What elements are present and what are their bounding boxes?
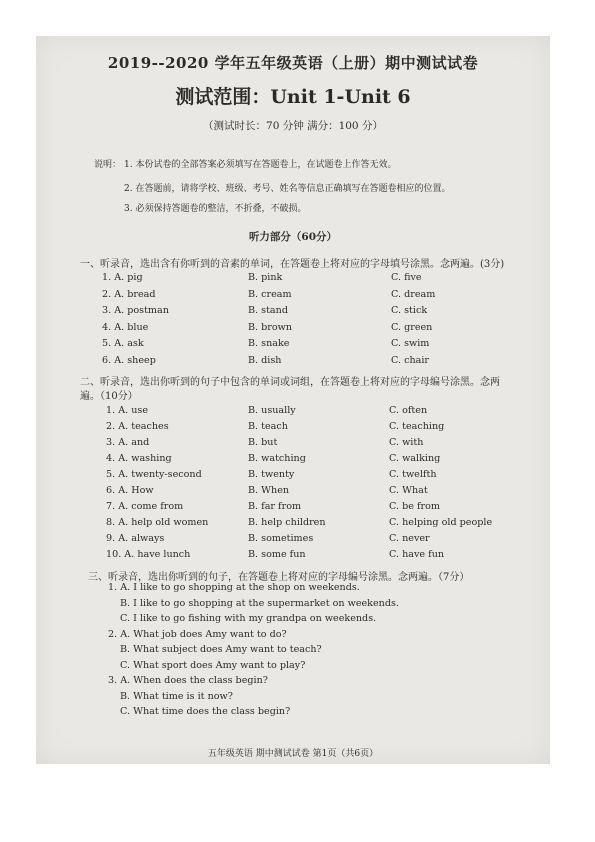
answer-option: B. brown — [248, 321, 293, 333]
answer-option: 1. A. pig — [102, 272, 143, 283]
test-scope: 测试范围：Unit 1-Unit 6 — [175, 86, 411, 108]
sentence-option: C. What time does the class begin? — [120, 706, 291, 717]
exam-meta: （测试时长：70 分钟 满分：100 分） — [203, 120, 383, 132]
answer-option: C. with — [389, 437, 424, 448]
answer-option: B. some fun — [248, 549, 306, 560]
sentence-option: 1. A. I like to go shopping at the shop on weekends. — [108, 582, 360, 593]
answer-option: C. have fun — [389, 549, 445, 560]
answer-option: C. What — [389, 485, 428, 496]
answer-option: 9. A. always — [106, 533, 165, 544]
answer-option: B. help children — [248, 517, 326, 528]
answer-option: B. far from — [248, 501, 302, 512]
answer-option: C. five — [391, 272, 422, 283]
sentence-option: 3. A. When does the class begin? — [108, 675, 268, 686]
answer-option: B. sometimes — [248, 533, 314, 544]
answer-option: B. cream — [248, 288, 292, 300]
answer-option: B. pink — [248, 272, 283, 283]
sentence-option: C. I like to go fishing with my grandpa on weekends. — [120, 613, 377, 624]
sentence-option: B. What time is it now? — [120, 690, 233, 702]
exam-title: 2019--2020 学年五年级英语（上册）期中测试试卷 — [107, 54, 479, 72]
answer-option: B. When — [248, 485, 290, 496]
page-footer: 五年级英语 期中测试试卷 第1页（共6页） — [207, 749, 379, 759]
answer-option: 3. A. postman — [102, 305, 169, 316]
answer-option: C. stick — [391, 305, 428, 316]
answer-option: C. often — [389, 405, 428, 416]
answer-option: B. stand — [248, 305, 288, 316]
exam-paper — [36, 36, 550, 764]
answer-option: 3. A. and — [106, 437, 150, 448]
listening-section-title: 听力部分（60分） — [248, 231, 338, 243]
answer-option: C. swim — [391, 338, 430, 349]
answer-option: C. dream — [391, 288, 436, 300]
answer-option: 8. A. help old women — [106, 517, 209, 528]
part2-instruction: 二、听录音，选出你听到的句子中包含的单词或词组，在答题卷上将对应的字母编号涂黑。念两 — [80, 377, 500, 388]
answer-option: 5. A. twenty-second — [106, 469, 202, 480]
part1-instruction: 一、听录音，选出含有你听到的音素的单词，在答题卷上将对应的字母填号涂黑。念两遍。(3分) — [80, 259, 505, 270]
answer-option: 4. A. blue — [102, 321, 149, 333]
answer-option: C. chair — [391, 354, 430, 366]
answer-option: C. be from — [389, 501, 440, 512]
answer-option: B. teach — [248, 421, 288, 432]
answer-option: 6. A. How — [106, 485, 154, 496]
answer-option: C. helping old people — [389, 517, 493, 528]
answer-option: B. twenty — [248, 469, 295, 480]
answer-option: 6. A. sheep — [102, 354, 156, 366]
answer-option: 10. A. have lunch — [106, 549, 191, 560]
part3-instruction: 三、听录音，选出你听到的句子，在答题卷上将对应的字母编号涂黑。念两遍。（7分） — [88, 572, 470, 583]
answer-option: 1. A. use — [106, 405, 149, 416]
answer-option: 4. A. washing — [106, 453, 172, 464]
answer-option: C. twelfth — [389, 469, 437, 480]
answer-option: 2. A. teaches — [106, 421, 169, 432]
answer-option: C. never — [389, 533, 430, 544]
sentence-option: 2. A. What job does Amy want to do? — [108, 628, 287, 640]
answer-option: B. dish — [248, 354, 282, 366]
answer-option: B. watching — [248, 453, 306, 464]
answer-option: 5. A. ask — [102, 338, 144, 349]
answer-option: B. but — [248, 437, 278, 448]
sentence-option: B. What subject does Amy want to teach? — [120, 644, 322, 655]
note-item: 3. 必须保持答题卷的整洁，不折叠，不破损。 — [124, 204, 307, 214]
answer-option: 2. A. bread — [102, 288, 156, 300]
sentence-option: B. I like to go shopping at the supermarket on weekends. — [120, 597, 399, 609]
answer-option: C. green — [391, 321, 433, 333]
answer-option: C. walking — [389, 453, 441, 464]
answer-option: B. snake — [248, 338, 290, 349]
answer-option: B. usually — [248, 405, 296, 416]
answer-option: C. teaching — [389, 421, 445, 432]
note-item: 2. 在答题前，请将学校、班级、考号、姓名等信息正确填写在答题卷相应的位置。 — [124, 184, 451, 194]
note-item: 1. 本份试卷的全部答案必须填写在答题卷上，在试题卷上作答无效。 — [124, 160, 397, 170]
answer-option: 7. A. come from — [106, 501, 184, 512]
notes-label: 说明： — [94, 160, 122, 170]
part2-instruction-cont: 遍。（10分） — [80, 391, 138, 402]
sentence-option: C. What sport does Amy want to play? — [120, 659, 306, 671]
